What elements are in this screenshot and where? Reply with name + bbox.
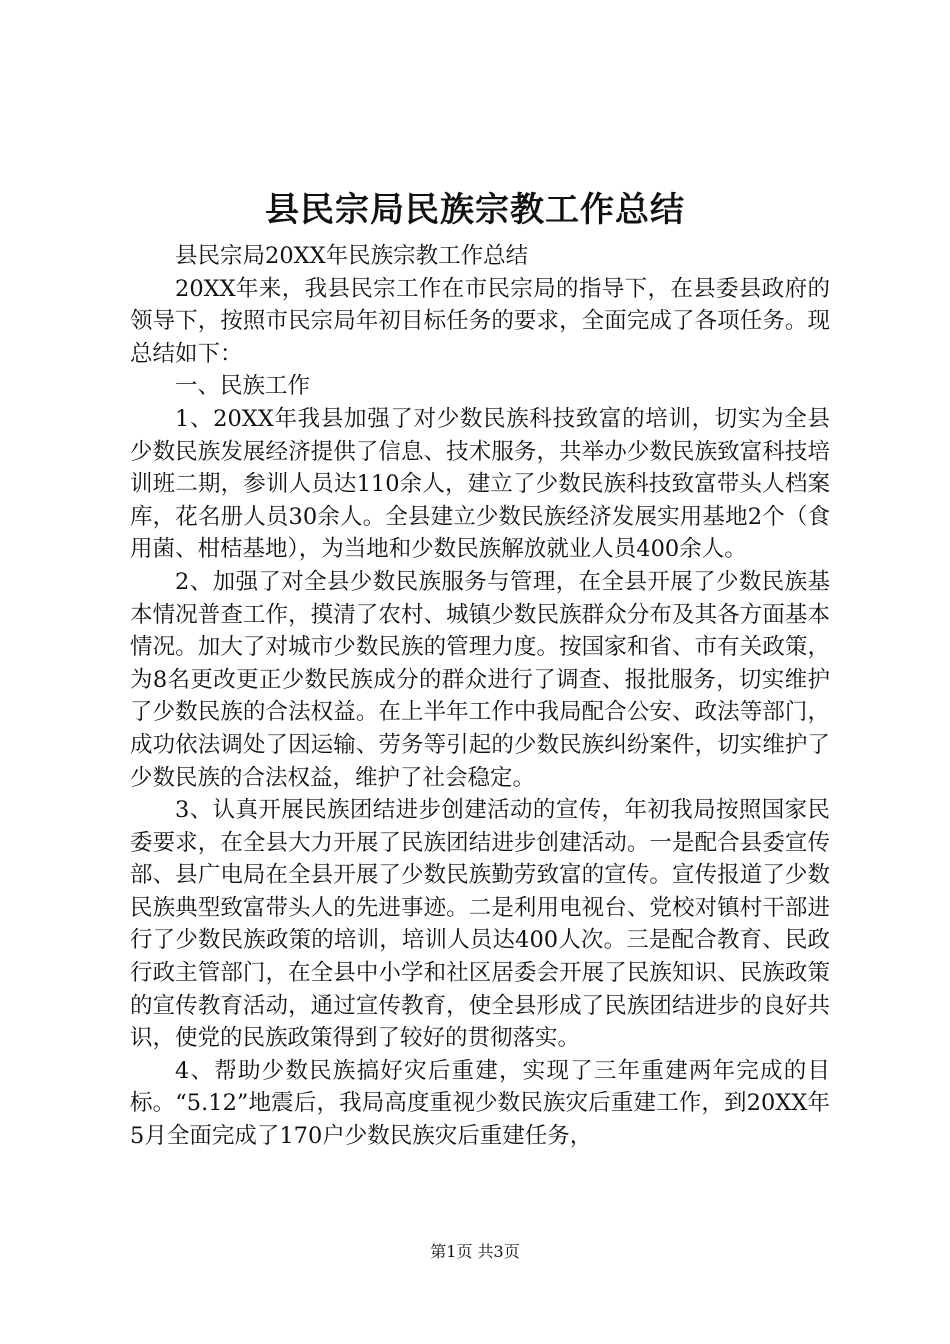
section-heading: 一、民族工作 — [175, 373, 311, 400]
subtitle-paragraph: 县民宗局20XX年民族宗教工作总结 — [175, 243, 529, 269]
body-paragraph-1: 1、20XX年我县加强了对少数民族科技致富的培训，切实为全县少数民族发展经济提供了信息、技术服务，共举办少数民族致富科技培训班二期，参训人员达110余人，建立了少数民族科技致富带头人档案库，花名册人员30余人。全县建立少数民族经济发展实用基地2个（食用菌、柑桔基地），为当地和少数民族解放就业人员400余人。 — [130, 405, 830, 563]
page-number-footer: 第1页 共3页 — [430, 1242, 520, 1261]
body-paragraph-2: 2、加强了对全县少数民族服务与管理，在全县开展了少数民族基本情况普查工作，摸清了农村、城镇少数民族群众分布及其各方面基本情况。加大了对城市少数民族的管理力度。按国家和省、市有关政策，为8名更改更正少数民族成分的群众进行了调查、报批服务，切实维护了少数民族的合法权益。在上半年工作中我局配合公安、政法等部门，成功依法调处了因运输、劳务等引起的少数民族纠纷案件，切实维护了少数民族的合法权益，维护了社会稳定。 — [130, 568, 830, 791]
body-paragraph-3: 3、认真开展民族团结进步创建活动的宣传，年初我局按照国家民委要求，在全县大力开展了民族团结进步创建活动。一是配合县委宣传部、县广电局在全县开展了少数民族勤劳致富的宣传。宣传报道了少数民族典型致富带头人的先进事迹。二是利用电视台、党校对镇村干部进行了少数民族政策的培训，培训人员达400人次。三是配合教育、民政行政主管部门，在全县中小学和社区居委会开展了民族知识、民族政策的宣传教育活动，通过宣传教育，使全县形成了民族团结进步的良好共识，使党的民族政策得到了较好的贯彻落实。 — [130, 797, 830, 1052]
body-paragraph-4: 4、帮助少数民族搞好灾后重建，实现了三年重建两年完成的目标。“5.12”地震后，我局高度重视少数民族灾后重建工作，到20XX年5月全面完成了170户少数民族灾后重建任务， — [130, 1057, 830, 1150]
intro-paragraph: 20XX年来，我县民宗工作在市民宗局的指导下，在县委县政府的领导下，按照市民宗局年初目标任务的要求，全面完成了各项任务。现总结如下： — [130, 275, 830, 367]
document-title: 县民宗局民族宗教工作总结 — [265, 190, 685, 230]
document-body — [130, 240, 830, 1153]
